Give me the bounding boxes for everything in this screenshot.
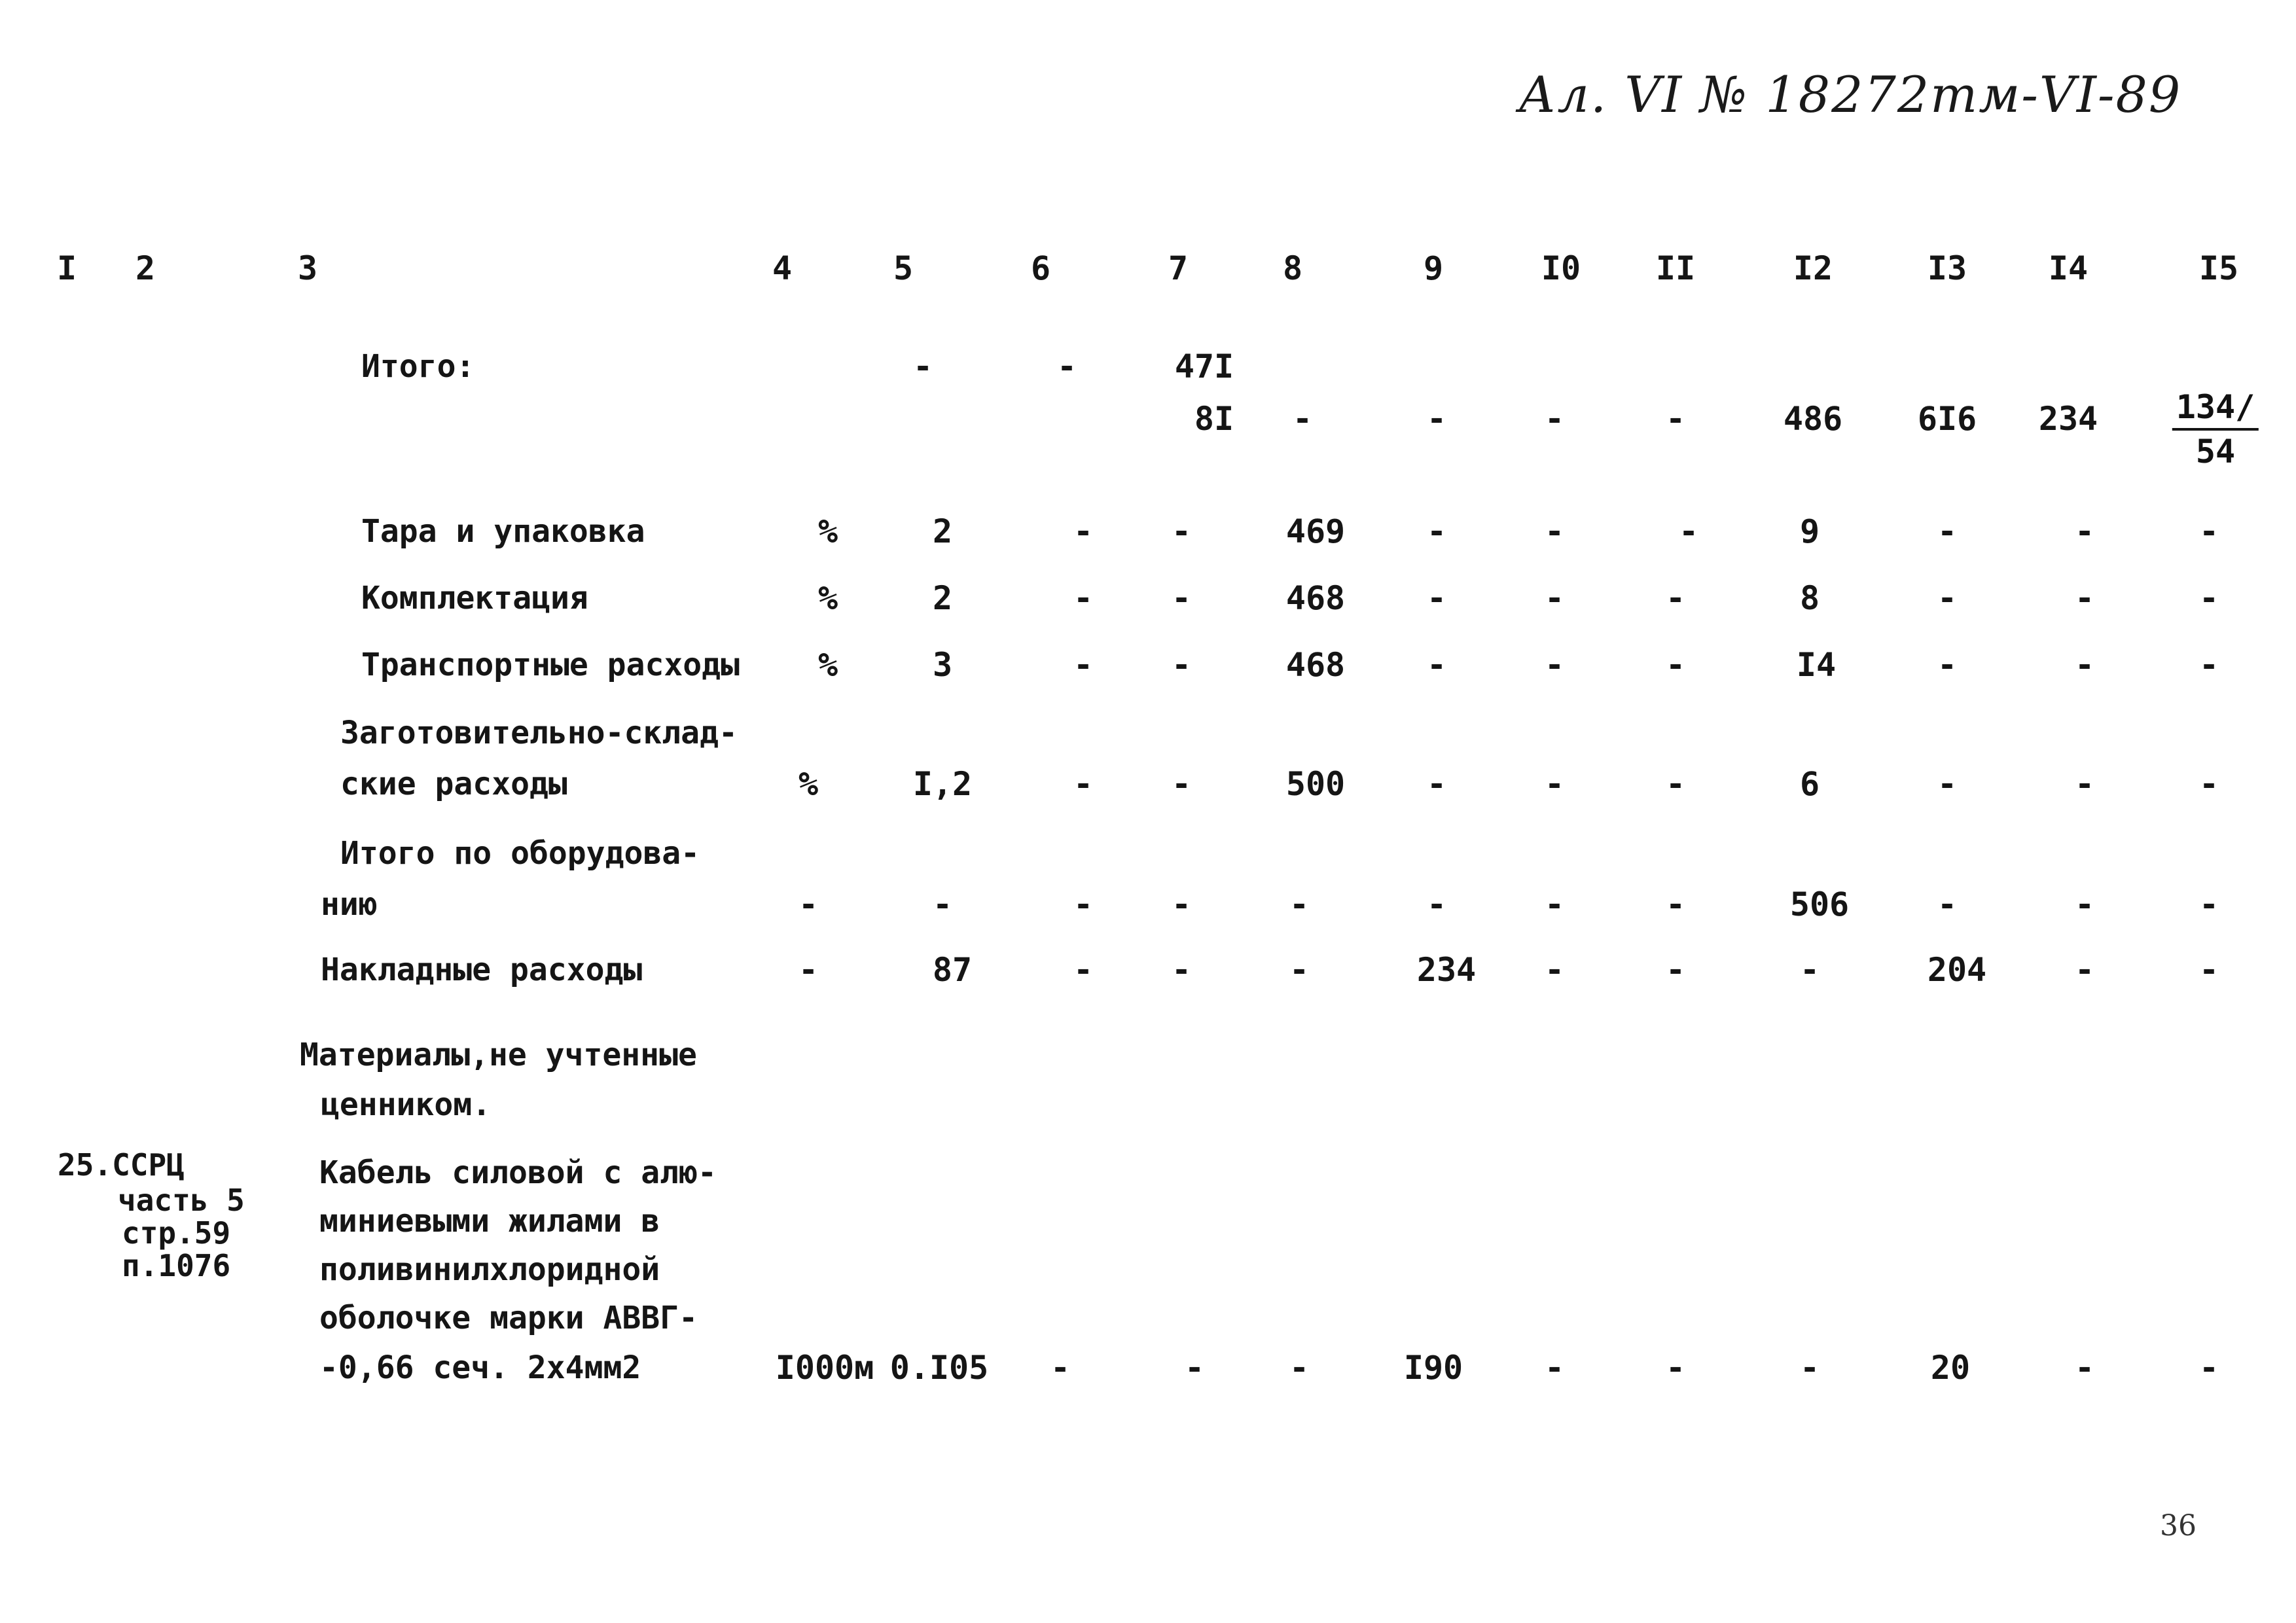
row-transport-c4: % — [817, 646, 838, 684]
row-zagot-c13: - — [1937, 765, 1958, 803]
row-naklad-c6: - — [1073, 951, 1094, 989]
row-itogo-obor-c14: - — [2074, 885, 2095, 923]
col-header-12: I2 — [1793, 249, 1833, 287]
row-itogo-c14: 234 — [2038, 400, 2098, 438]
row-zagot-c14: - — [2074, 765, 2095, 803]
row-komplekt-c11: - — [1665, 579, 1686, 617]
row-zagot-label-1: Заготовительно-склад- — [340, 715, 738, 751]
row-cable-c9: I90 — [1403, 1349, 1463, 1387]
row-itogo-obor-label-2: нию — [321, 886, 378, 923]
row-tara-c12: 9 — [1799, 512, 1820, 550]
row-itogo-obor-c10: - — [1544, 885, 1565, 923]
row-itogo-c9: - — [1426, 400, 1447, 438]
row-naklad-label: Накладные расходы — [321, 952, 643, 988]
row-naklad-c9: 234 — [1416, 951, 1477, 989]
page-corner-mark: 36 — [2160, 1509, 2197, 1543]
col-header-10: I0 — [1541, 249, 1581, 287]
cable-ref-4: п.1076 — [122, 1248, 231, 1283]
row-cable-c14: - — [2074, 1349, 2095, 1387]
cable-label-1: Кабель силовой с алю- — [319, 1154, 717, 1191]
row-cable-c4: I000м — [775, 1349, 874, 1387]
row-itogo-c15-denominator: 54 — [2195, 433, 2236, 471]
row-transport-c9: - — [1426, 646, 1447, 684]
row-zagot-label-2: ские расходы — [340, 766, 567, 802]
row-cable-c15: - — [2198, 1349, 2219, 1387]
row-itogo-obor-c4: - — [798, 885, 819, 923]
row-transport-c8: 468 — [1285, 646, 1346, 684]
row-tara-c8: 469 — [1285, 512, 1346, 550]
row-komplekt-c5: 2 — [932, 579, 953, 617]
row-naklad-c13: 204 — [1927, 951, 1987, 989]
row-zagot-c4: % — [798, 765, 819, 803]
row-itogo-c6: - — [1056, 348, 1077, 385]
col-header-1: I — [56, 249, 77, 287]
row-komplekt-c10: - — [1544, 579, 1565, 617]
row-zagot-c7: - — [1171, 765, 1192, 803]
cable-label-3: поливинилхлоридной — [319, 1251, 660, 1288]
row-komplekt-c13: - — [1937, 579, 1958, 617]
col-header-5: 5 — [893, 249, 914, 287]
cable-ref-3: стр.59 — [122, 1215, 231, 1251]
row-itogo-obor-c15: - — [2198, 885, 2219, 923]
col-header-4: 4 — [772, 249, 793, 287]
row-transport-c6: - — [1073, 646, 1094, 684]
row-transport-c12: I4 — [1796, 646, 1837, 684]
col-header-2: 2 — [135, 249, 156, 287]
col-header-11: II — [1655, 249, 1696, 287]
row-komplekt-c14: - — [2074, 579, 2095, 617]
row-transport-c7: - — [1171, 646, 1192, 684]
row-itogo-obor-c12: 506 — [1789, 885, 1850, 923]
row-itogo-obor-c7: - — [1171, 885, 1192, 923]
row-komplekt-c4: % — [817, 579, 838, 617]
handwritten-stamp: Ал. VI № 18272тм-VI-89 — [1518, 65, 2182, 124]
row-itogo-obor-c6: - — [1073, 885, 1094, 923]
row-naklad-c8: - — [1289, 951, 1310, 989]
row-cable-c13: 20 — [1930, 1349, 1971, 1387]
row-itogo-c11: - — [1665, 400, 1686, 438]
row-komplekt-c7: - — [1171, 579, 1192, 617]
row-itogo-c7b: 8I — [1194, 400, 1234, 438]
row-naklad-c4: - — [798, 951, 819, 989]
cable-ref-1: 25.ССРЦ — [58, 1147, 185, 1183]
row-tara-c9: - — [1426, 512, 1447, 550]
row-komplekt-label: Комплектация — [361, 580, 588, 616]
col-header-3: 3 — [297, 249, 318, 287]
row-naklad-c15: - — [2198, 951, 2219, 989]
row-naklad-c12: - — [1799, 951, 1820, 989]
col-header-8: 8 — [1282, 249, 1303, 287]
row-itogo-obor-c13: - — [1937, 885, 1958, 923]
row-zagot-c10: - — [1544, 765, 1565, 803]
row-cable-c6: - — [1050, 1349, 1071, 1387]
row-komplekt-c6: - — [1073, 579, 1094, 617]
row-cable-c5: 0.I05 — [889, 1349, 989, 1387]
row-komplekt-c15: - — [2198, 579, 2219, 617]
row-cable-c12: - — [1799, 1349, 1820, 1387]
row-cable-c8: - — [1289, 1349, 1310, 1387]
row-tara-c4: % — [817, 512, 838, 550]
cable-label-2: миниевыми жилами в — [319, 1203, 660, 1240]
row-naklad-c5: 87 — [932, 951, 973, 989]
materials-heading-1: Материалы,не учтенные — [300, 1037, 697, 1073]
row-tara-c7: - — [1171, 512, 1192, 550]
row-zagot-c15: - — [2198, 765, 2219, 803]
row-transport-c14: - — [2074, 646, 2095, 684]
row-tara-label: Тара и упаковка — [361, 513, 645, 550]
row-tara-c14: - — [2074, 512, 2095, 550]
row-zagot-c9: - — [1426, 765, 1447, 803]
cable-label-5: -0,66 сеч. 2х4мм2 — [319, 1349, 641, 1386]
row-tara-c6: - — [1073, 512, 1094, 550]
row-transport-c10: - — [1544, 646, 1565, 684]
row-naklad-c11: - — [1665, 951, 1686, 989]
row-itogo-c7a: 47I — [1174, 348, 1234, 385]
row-komplekt-c8: 468 — [1285, 579, 1346, 617]
row-zagot-c5: I,2 — [912, 765, 973, 803]
col-header-13: I3 — [1927, 249, 1967, 287]
row-zagot-c8: 500 — [1285, 765, 1346, 803]
col-header-14: I4 — [2048, 249, 2089, 287]
col-header-7: 7 — [1168, 249, 1189, 287]
row-naklad-c14: - — [2074, 951, 2095, 989]
row-itogo-obor-c8: - — [1289, 885, 1310, 923]
col-header-15: I5 — [2198, 249, 2239, 287]
materials-heading-2: ценником. — [321, 1086, 492, 1123]
row-transport-c13: - — [1937, 646, 1958, 684]
row-tara-c15: - — [2198, 512, 2219, 550]
row-itogo-c12: 486 — [1783, 400, 1843, 438]
row-itogo-c10: - — [1544, 400, 1565, 438]
row-itogo-obor-c9: - — [1426, 885, 1447, 923]
row-transport-label: Транспортные расходы — [361, 647, 740, 683]
row-transport-c15: - — [2198, 646, 2219, 684]
row-itogo-label: Итого: — [361, 348, 475, 385]
row-itogo-c13: 6I6 — [1917, 400, 1977, 438]
cable-ref-2: часть 5 — [118, 1183, 245, 1218]
row-itogo-c5: - — [912, 348, 933, 385]
cable-label-4: оболочке марки АВВГ- — [319, 1300, 698, 1336]
row-transport-c5: 3 — [932, 646, 953, 684]
row-zagot-c12: 6 — [1799, 765, 1820, 803]
row-tara-c5: 2 — [932, 512, 953, 550]
col-header-6: 6 — [1030, 249, 1051, 287]
col-header-9: 9 — [1423, 249, 1444, 287]
row-tara-c11: - — [1678, 512, 1699, 550]
row-cable-c10: - — [1544, 1349, 1565, 1387]
row-cable-c11: - — [1665, 1349, 1686, 1387]
row-naklad-c7: - — [1171, 951, 1192, 989]
row-zagot-c11: - — [1665, 765, 1686, 803]
row-komplekt-c12: 8 — [1799, 579, 1820, 617]
row-tara-c10: - — [1544, 512, 1565, 550]
row-zagot-c6: - — [1073, 765, 1094, 803]
row-itogo-c8: - — [1292, 400, 1313, 438]
row-komplekt-c9: - — [1426, 579, 1447, 617]
row-itogo-c15-numerator: 134/ — [2172, 386, 2259, 431]
row-transport-c11: - — [1665, 646, 1686, 684]
row-itogo-obor-label-1: Итого по оборудова- — [340, 835, 700, 872]
row-cable-c7: - — [1184, 1349, 1205, 1387]
row-itogo-obor-c11: - — [1665, 885, 1686, 923]
row-naklad-c10: - — [1544, 951, 1565, 989]
row-itogo-obor-c5: - — [932, 885, 953, 923]
row-tara-c13: - — [1937, 512, 1958, 550]
row-itogo-c15-fraction — [2172, 386, 2259, 473]
